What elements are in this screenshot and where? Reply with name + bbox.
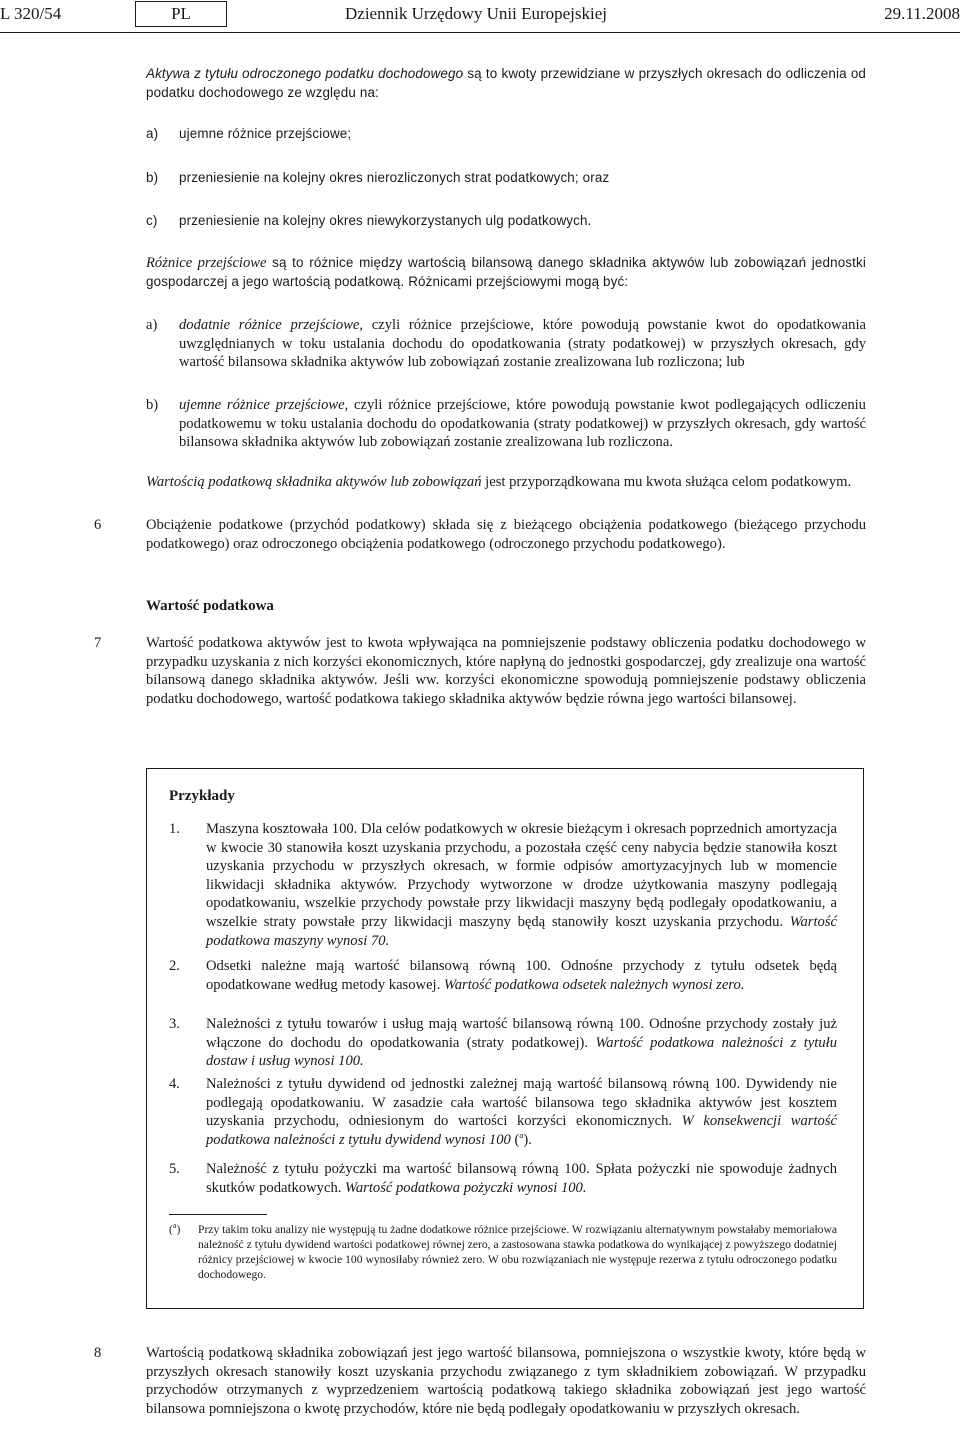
example-item — [169, 820, 837, 950]
example-item — [169, 1015, 837, 1071]
footnote-ref-close: ). — [523, 1131, 532, 1148]
paragraph-6: Obciążenie podatkowe (przychód podatkowy) składa się z bieżącego obciążenia podatkowego (bieżącego przychodu podatkowego) oraz odroczonego obciążenia podatkowego (odroczonego przychodu podatkowego). — [146, 517, 866, 552]
example-item — [169, 1160, 837, 1197]
list-item — [146, 212, 866, 231]
list-text: czyli różnice przejściowe, które powodują powstanie kwot podlegających odliczeniu podatkowemu w toku ustalania dochodu do opodatkowania (straty podatkowej) w przyszłych okresach, gdy wartość bilansowa składnika aktywów lub zobowiązań zostanie zrealizowana lub rozliczona. — [179, 397, 866, 451]
journal-title: Dziennik Urzędowy Unii Europejskiej — [345, 4, 608, 23]
example-conclusion: Wartość podatkowa odsetek należnych wynosi zero. — [443, 976, 745, 993]
list-item — [146, 396, 866, 452]
publication-date: 29.11.2008 — [884, 4, 960, 23]
defined-term: ujemne różnice przejściowe, — [179, 397, 349, 413]
paragraph-number: 6 — [94, 517, 102, 533]
example-conclusion: W konsekwencji wartość podatkowa należności z tytułu dywidend wynosi 100 — [206, 1113, 837, 1148]
header-rule — [0, 32, 960, 33]
example-number: 4. — [169, 1076, 180, 1092]
list-label: b) — [146, 397, 159, 413]
footnote-separator — [169, 1214, 267, 1215]
defined-term: dodatnie różnice przejściowe, — [179, 317, 364, 333]
footnote-ref-open: ( — [510, 1131, 520, 1148]
paragraph-7: Wartość podatkowa aktywów jest to kwota wpływająca na pomniejszenie podstawy obliczenia podatku dochodowego w przypadku uzyskania z nich korzyści ekonomicznych, które napłyną do jednostki gospodarczej, gdy zrealizuje ona wartość bilansową danego składnika aktywów. Jeśli ww. korzyści ekonomiczne spowodują pomniejszenie podstawy obliczenia podatku dochodowego, wartość podatkowa takiego składnika aktywów będzie równa jego wartości bilansowej. — [146, 635, 866, 707]
section-heading: Wartość podatkowa — [146, 598, 274, 614]
tax-base-definition — [146, 473, 866, 492]
list-text: czyli różnice przejściowe, które powodują powstanie kwot do opodatkowania uwzględnianych w toku ustalania dochodu do opodatkowania (straty podatkowej) w przyszłych okresach, gdy wartość bilansowa składnika aktywów lub zobowiązań zostanie zrealizowana lub rozliczona; lub — [179, 317, 866, 371]
definition-text: jest przyporządkowana mu kwota służąca celom podatkowym. — [481, 474, 852, 490]
example-text: Maszyna kosztowała 100. Dla celów podatkowych w okresie bieżącym i okresach poprzednich amortyzacja w kwocie 30 stanowiła koszt uzyskania przychodu, a pozostała część ceny nabycia będzie stanowiła koszt uzyskania przychodu w przyszłych okresach, w formie odpisów amortyzacyjnych lub w momencie likwidacji składnika aktywów. Przychody wytworzone w drodze użytkowania maszyny podlegają opodatkowaniu, wszelkie przychody powstałe przy likwidacji maszyny będą podlegały opodatkowaniu, a wszelkie straty powstałe przy likwidacji maszyny będą stanowiły koszt uzyskania przychodu. — [206, 821, 837, 930]
page-reference: L 320/54 — [0, 4, 62, 23]
list-label: c) — [146, 213, 158, 228]
example-item — [169, 1075, 837, 1149]
example-text: Należność z tytułu pożyczki ma wartość bilansową równą 100. Spłata pożyczki nie spowoduje żadnych skutków podatkowych. — [206, 1161, 837, 1196]
definition-text: są to kwoty przewidziane w przyszłych okresach do odliczenia od podatku dochodowego ze względu na: — [146, 66, 867, 100]
example-text: Należności z tytułu dywidend od jednostki zależnej mają wartość bilansową równą 100. Dywidendy nie podlegają opodatkowaniu. W zasadzie cała wartość bilansowa tego składnika aktywów jest kosztem uzyskania przychodu, odniesionym do wartości korzyści ekonomicznych. — [206, 1076, 837, 1130]
example-conclusion: Wartość podatkowa maszyny wynosi 70. — [206, 913, 837, 949]
list-text: przeniesienie na kolejny okres niewykorzystanych ulg podatkowych. — [179, 213, 592, 228]
example-conclusion: Wartość podatkowa pożyczki wynosi 100. — [345, 1179, 587, 1196]
footnote-mark: ($^a$) — [169, 1221, 181, 1236]
list-item — [146, 316, 866, 372]
list-label: b) — [146, 170, 159, 185]
list-item — [146, 125, 866, 144]
example-text: Odsetki należne mają wartość bilansową równą 100. Odnośne przychody z tytułu odsetek będą opodatkowane według metody kasowej. — [206, 958, 837, 993]
paragraph-number: 7 — [94, 635, 102, 651]
footnote-text: Przy takim toku analizy nie występują tu żadne dodatkowe różnice przejściowe. W rozwiązaniu alternatywnym powstałaby memoriałowa należność z tytułu dywidend wartości podatkowej równej zero, a zastosowana stawka podatkowa do wynikającej z powyższego dodatniej różnicy przejściowej w kwocie 100 wynosiłaby również zero. W obu rozwiązaniach nie występuje rezerwa z tytułu odroczonego podatku dochodowego. — [198, 1223, 837, 1281]
temporary-differences-definition — [146, 254, 866, 291]
definition-text: są to różnice między wartością bilansową danego składnika aktywów lub zobowiązań jednostki gospodarczej a jego wartością podatkową. Różnicami przejściowymi mogą być: — [146, 255, 866, 289]
defined-term: Różnice przejściowe — [146, 255, 267, 271]
paragraph-8: Wartością podatkową składnika zobowiązań jest jego wartość bilansowa, pomniejszona o wszystkie kwoty, które będą w przyszłych okresach stanowiły koszt uzyskania przychodu związanego z tym składnikiem zobowiązań. W przypadku przychodów otrzymanych z wyprzedzeniem wartością podatkową takiego składnika zobowiązań jest jego wartość bilansowa pomniejszona o kwotę przychodów, które nie będą podlegały opodatkowaniu w przyszłych okresach. — [146, 1345, 866, 1417]
example-item — [169, 957, 837, 994]
list-text: przeniesienie na kolejny okres nierozliczonych strat podatkowych; oraz — [179, 170, 610, 185]
list-text: ujemne różnice przejściowe; — [179, 126, 352, 141]
deferred-assets-definition — [146, 65, 866, 102]
list-label: a) — [146, 126, 159, 141]
example-conclusion: Wartość podatkowa należności z tytułu dostaw i usług wynosi 100. — [206, 1034, 837, 1070]
example-text: Należności z tytułu towarów i usług mają wartość bilansową równą 100. Odnośne przychody zostały już włączone do dochodu do opodatkowania (straty podatkowej). — [206, 1016, 837, 1051]
examples-title: Przykłady — [169, 788, 235, 804]
language-code-box: PL — [135, 1, 227, 27]
example-number: 2. — [169, 958, 180, 974]
list-item — [146, 169, 866, 188]
page-header — [0, 0, 960, 32]
list-label: a) — [146, 317, 158, 333]
examples-box — [146, 768, 864, 1309]
footnote-reference[interactable]: a — [519, 1130, 524, 1140]
example-number: 5. — [169, 1161, 180, 1177]
example-number: 1. — [169, 821, 180, 837]
paragraph-number: 8 — [94, 1345, 102, 1361]
example-number: 3. — [169, 1016, 180, 1032]
defined-term: Aktywa z tytułu odroczonego podatku dochodowego — [146, 66, 464, 81]
defined-term: Wartością podatkową składnika aktywów lub zobowiązań — [146, 474, 482, 490]
footnote — [169, 1222, 837, 1282]
